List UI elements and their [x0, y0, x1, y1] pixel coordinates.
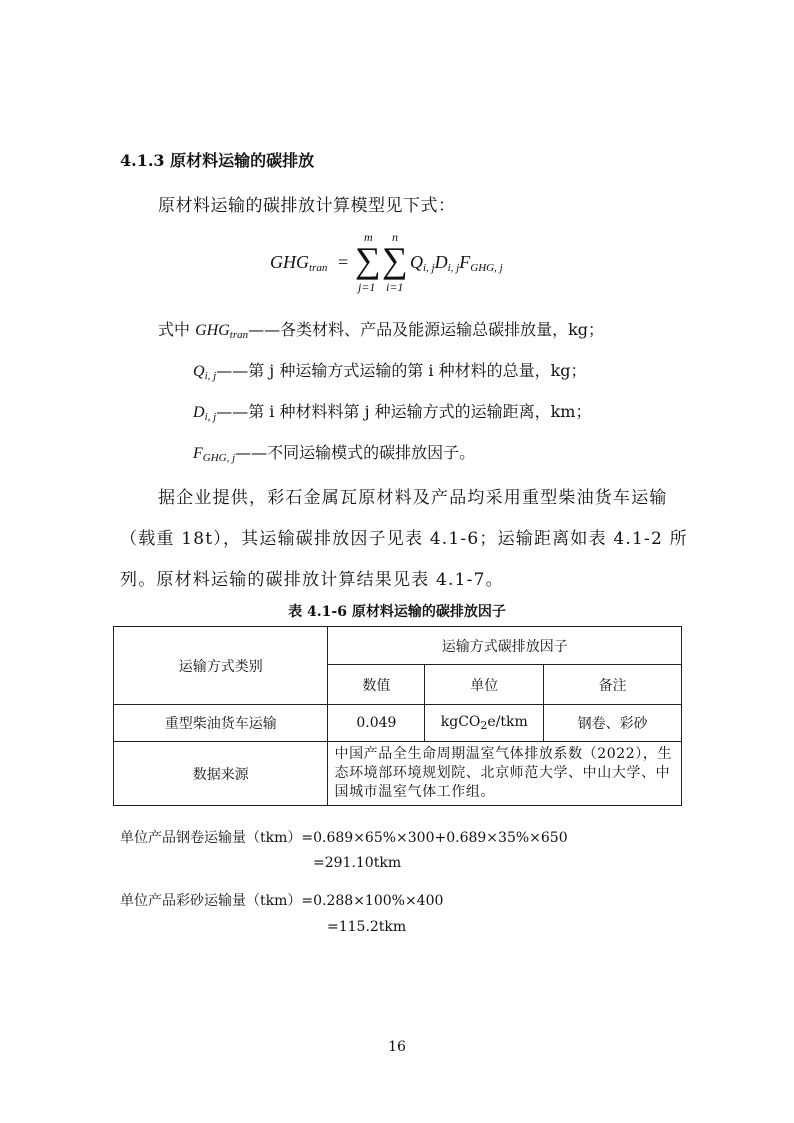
source-label: 数据来源 [114, 742, 328, 806]
color-sand-calc: 单位产品彩砂运输量（tkm）=0.288×100%×400 [120, 893, 444, 909]
body-line-2: （载重 18t），其运输碳排放因子见表 4.1-6；运输距离如表 4.1-2 所 [120, 529, 688, 549]
formula-equals: = [338, 252, 349, 272]
source-text: 中国产品全生命周期温室气体排放系数（2022），生态环境部环境规划院、北京师范大学、中山大学、中国城市温室气体工作组。 [328, 742, 682, 806]
definition-d: $D_{i, j}——$第 i 种材料料第 j 种运输方式的运输距离，km； [193, 402, 592, 423]
header-value: 数值 [328, 665, 425, 705]
definition-q: $Q_{i, j}——$第 j 种运输方式运输的第 i 种材料的总量，kg； [193, 361, 587, 382]
section-heading: 4.1.3 原材料运输的碳排放 [120, 151, 315, 170]
inner-sum-lower: i=1 [386, 280, 404, 294]
transport-emission-formula [270, 232, 570, 302]
header-note: 备注 [544, 665, 682, 705]
header-category: 运输方式类别 [114, 627, 328, 705]
formula-intro: 原材料运输的碳排放计算模型见下式： [158, 196, 456, 216]
cell-note: 钢卷、彩砂 [544, 705, 682, 742]
formula-lhs: $GHG_{tran}$ [270, 252, 328, 274]
header-factor-group: 运输方式碳排放因子 [328, 627, 682, 665]
outer-sum-symbol: ∑ [355, 240, 381, 280]
emission-factor-table [113, 626, 682, 806]
definition-ghg: 式中 $GHG_{tran}——$各类材料、产品及能源运输总碳排放量，kg； [158, 320, 605, 341]
page-number: 16 [388, 1039, 406, 1055]
steel-coil-result: =291.10tkm [313, 855, 402, 871]
header-unit: 单位 [425, 665, 544, 705]
steel-coil-calc: 单位产品钢卷运输量（tkm）=0.689×65%×300+0.689×35%×650 [120, 830, 568, 846]
cell-value: 0.049 [328, 705, 425, 742]
cell-category: 重型柴油货车运输 [114, 705, 328, 742]
inner-sum-symbol: ∑ [382, 240, 408, 280]
outer-sum-lower: j=1 [358, 280, 376, 294]
body-line-3: 列。原材料运输的碳排放计算结果见表 4.1-7。 [120, 570, 504, 590]
cell-unit: kgCO$_2$e/tkm [425, 705, 544, 742]
definition-f: $F_{GHG, j}——$不同运输模式的碳排放因子。 [193, 443, 476, 464]
inner-sum-upper: n [392, 230, 398, 244]
formula-terms: $Q_{i, j}D_{i, j}F_{GHG, j}$ [410, 252, 503, 274]
outer-sum-upper: m [364, 230, 373, 244]
color-sand-result: =115.2tkm [327, 919, 407, 935]
body-line-1: 据企业提供，彩石金属瓦原材料及产品均采用重型柴油货车运输 [158, 488, 668, 508]
table-caption: 表 4.1-6 原材料运输的碳排放因子 [288, 604, 506, 620]
